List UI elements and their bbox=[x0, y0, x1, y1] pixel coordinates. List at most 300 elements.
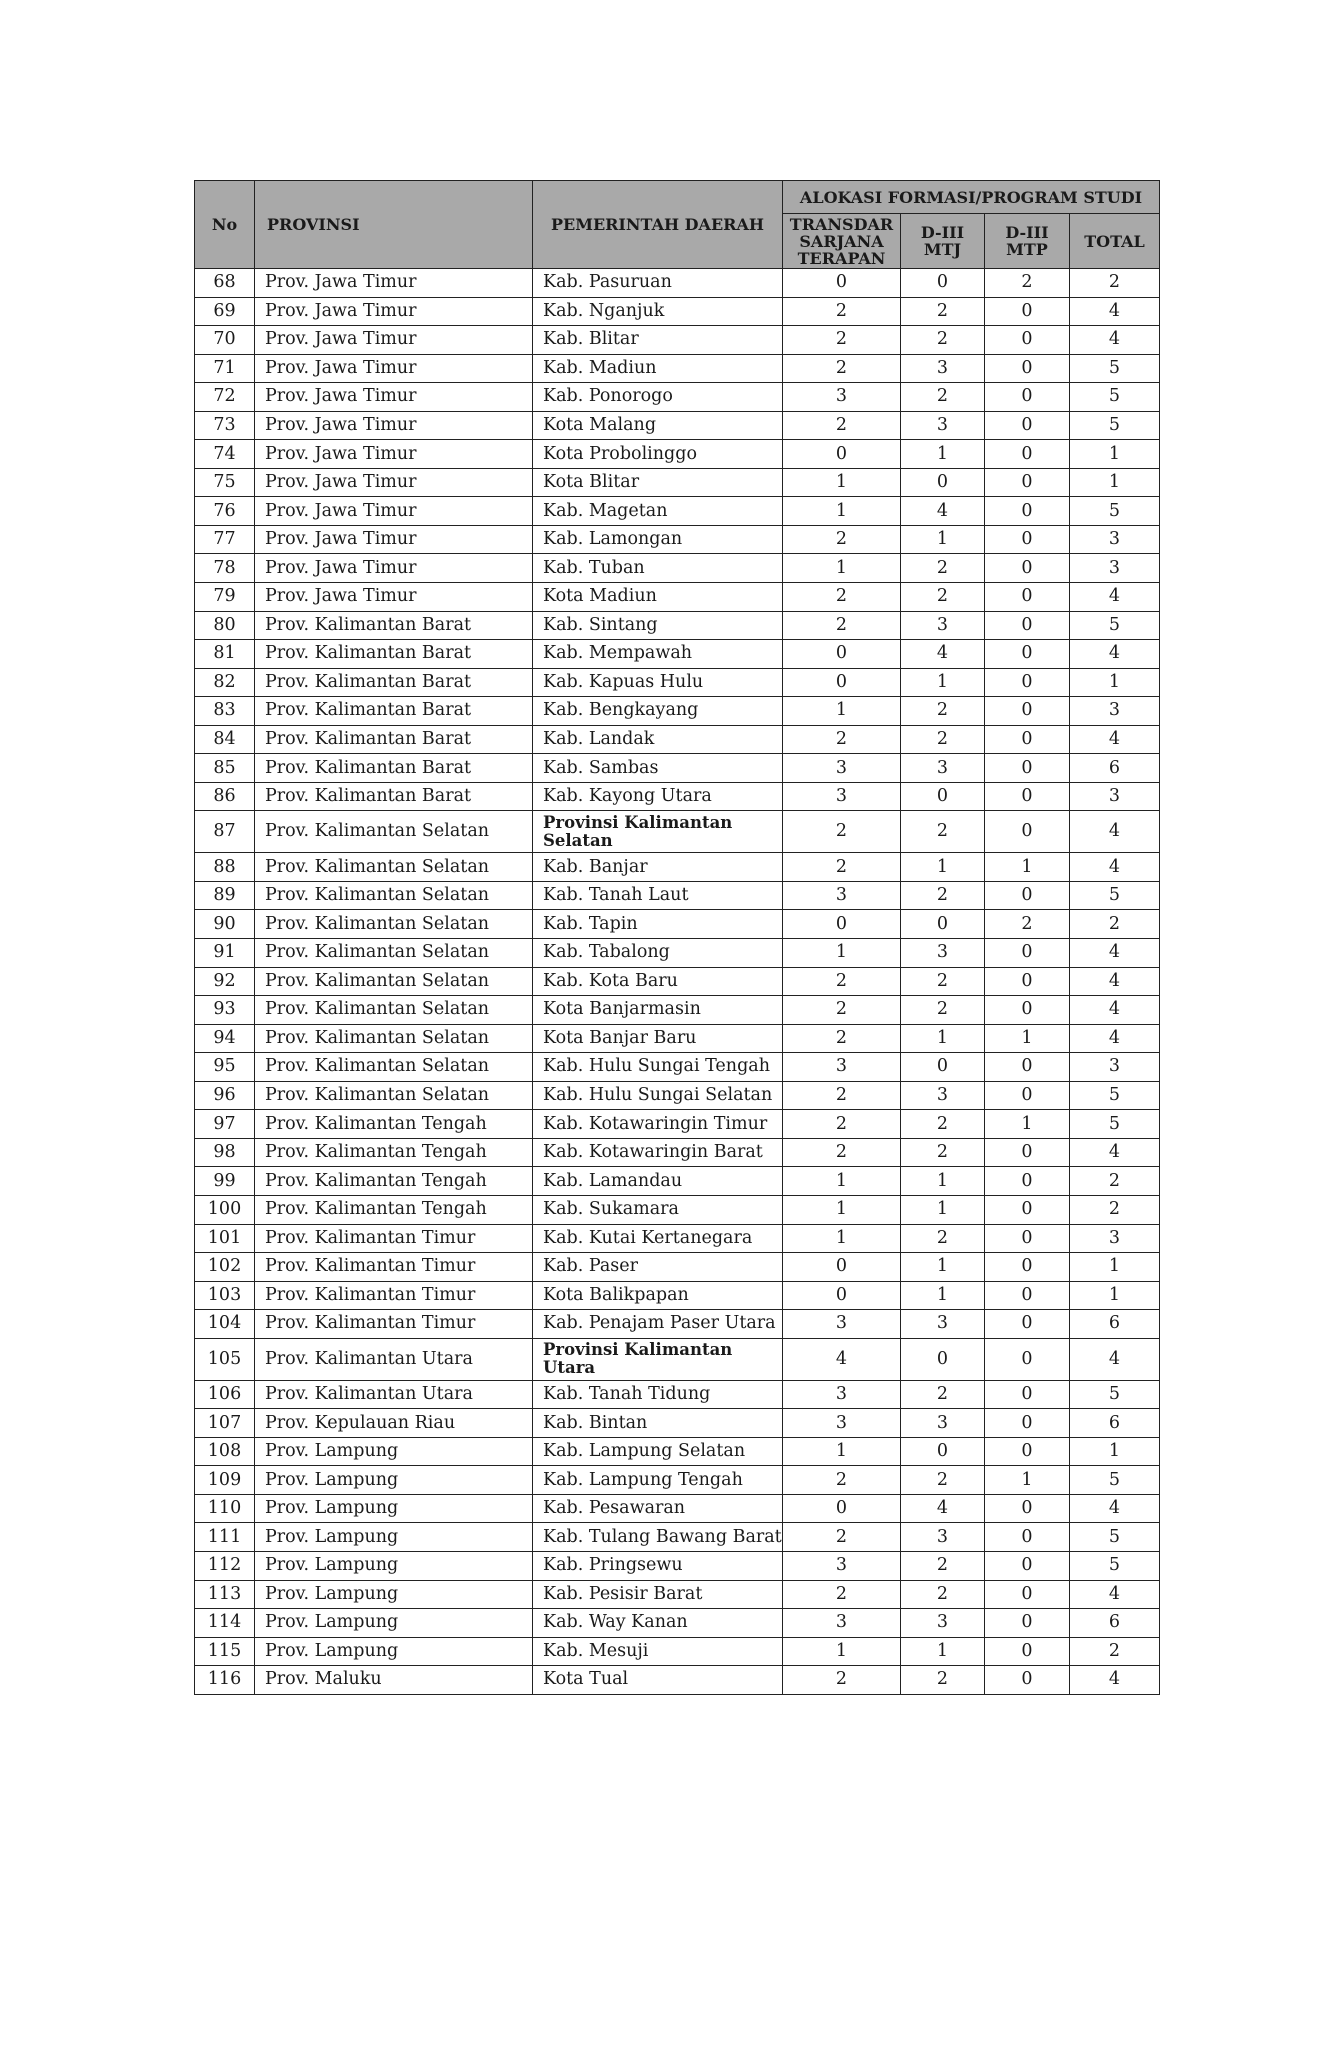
row-transdar-cell: 0 bbox=[783, 640, 901, 669]
row-mtj-cell: 1 bbox=[901, 1195, 985, 1224]
row-mtj-cell: 2 bbox=[901, 1580, 985, 1609]
allocation-table bbox=[194, 180, 1160, 1695]
row-mtj-cell: 3 bbox=[901, 411, 985, 440]
row-transdar-cell: 2 bbox=[783, 1024, 901, 1053]
table-row bbox=[195, 1380, 1160, 1409]
row-mtp-cell: 0 bbox=[985, 668, 1070, 697]
row-mtp-cell: 0 bbox=[985, 725, 1070, 754]
row-mtp-cell: 0 bbox=[985, 939, 1070, 968]
row-transdar-cell: 1 bbox=[783, 697, 901, 726]
row-transdar-cell: 2 bbox=[783, 1110, 901, 1139]
row-total-cell: 5 bbox=[1070, 1466, 1160, 1495]
row-total-cell: 5 bbox=[1070, 411, 1160, 440]
row-provinsi-cell: Prov. Jawa Timur bbox=[255, 497, 533, 526]
row-total-cell: 3 bbox=[1070, 782, 1160, 811]
row-mtj-cell: 2 bbox=[901, 1551, 985, 1580]
row-provinsi-cell: Prov. Kalimantan Selatan bbox=[255, 1081, 533, 1110]
row-transdar-cell: 1 bbox=[783, 554, 901, 583]
row-mtp-cell: 0 bbox=[985, 697, 1070, 726]
row-provinsi-cell: Prov. Kalimantan Timur bbox=[255, 1281, 533, 1310]
row-provinsi-cell: Prov. Jawa Timur bbox=[255, 440, 533, 469]
row-pemda-cell: Provinsi Kalimantan Utara bbox=[533, 1338, 783, 1380]
row-total-cell: 2 bbox=[1070, 1167, 1160, 1196]
row-pemda-cell: Kota Malang bbox=[533, 411, 783, 440]
row-provinsi-cell: Prov. Jawa Timur bbox=[255, 354, 533, 383]
row-mtj-cell: 1 bbox=[901, 1281, 985, 1310]
table-row bbox=[195, 1551, 1160, 1580]
row-mtp-cell: 0 bbox=[985, 996, 1070, 1025]
row-mtj-cell: 1 bbox=[901, 668, 985, 697]
row-mtj-cell: 3 bbox=[901, 939, 985, 968]
row-pemda-cell: Kab. Paser bbox=[533, 1253, 783, 1282]
row-no-cell: 80 bbox=[195, 611, 255, 640]
row-provinsi-cell: Prov. Jawa Timur bbox=[255, 554, 533, 583]
row-mtj-cell: 1 bbox=[901, 440, 985, 469]
row-no-cell: 72 bbox=[195, 383, 255, 412]
row-provinsi-cell: Prov. Lampung bbox=[255, 1609, 533, 1638]
row-transdar-cell: 2 bbox=[783, 411, 901, 440]
row-total-cell: 2 bbox=[1070, 1195, 1160, 1224]
row-provinsi-cell: Prov. Maluku bbox=[255, 1666, 533, 1695]
row-mtj-cell: 2 bbox=[901, 1466, 985, 1495]
row-transdar-cell: 3 bbox=[783, 881, 901, 910]
row-no-cell: 94 bbox=[195, 1024, 255, 1053]
row-mtj-cell: 2 bbox=[901, 383, 985, 412]
table-row bbox=[195, 1437, 1160, 1466]
row-total-cell: 1 bbox=[1070, 1281, 1160, 1310]
row-mtj-cell: 2 bbox=[901, 967, 985, 996]
table-row bbox=[195, 1253, 1160, 1282]
row-provinsi-cell: Prov. Kepulauan Riau bbox=[255, 1409, 533, 1438]
row-no-cell: 101 bbox=[195, 1224, 255, 1253]
row-transdar-cell: 2 bbox=[783, 611, 901, 640]
row-pemda-cell: Kab. Kotawaringin Barat bbox=[533, 1138, 783, 1167]
row-pemda-cell: Kab. Pringsewu bbox=[533, 1551, 783, 1580]
row-no-cell: 68 bbox=[195, 269, 255, 298]
row-transdar-cell: 2 bbox=[783, 326, 901, 355]
row-mtp-cell: 1 bbox=[985, 1110, 1070, 1139]
row-total-cell: 4 bbox=[1070, 1580, 1160, 1609]
row-mtj-cell: 1 bbox=[901, 1167, 985, 1196]
row-mtp-cell: 0 bbox=[985, 1338, 1070, 1380]
row-pemda-cell: Kab. Pesawaran bbox=[533, 1494, 783, 1523]
row-mtj-cell: 2 bbox=[901, 554, 985, 583]
row-provinsi-cell: Prov. Kalimantan Selatan bbox=[255, 939, 533, 968]
row-transdar-cell: 2 bbox=[783, 583, 901, 612]
row-provinsi-cell: Prov. Kalimantan Selatan bbox=[255, 996, 533, 1025]
row-no-cell: 91 bbox=[195, 939, 255, 968]
row-total-cell: 3 bbox=[1070, 525, 1160, 554]
row-transdar-cell: 1 bbox=[783, 1437, 901, 1466]
row-mtp-cell: 0 bbox=[985, 967, 1070, 996]
row-transdar-cell: 1 bbox=[783, 1224, 901, 1253]
table-row bbox=[195, 411, 1160, 440]
row-provinsi-cell: Prov. Kalimantan Selatan bbox=[255, 881, 533, 910]
row-pemda-cell: Kab. Hulu Sungai Tengah bbox=[533, 1053, 783, 1082]
row-transdar-cell: 2 bbox=[783, 996, 901, 1025]
row-transdar-cell: 2 bbox=[783, 1580, 901, 1609]
row-pemda-cell: Kab. Bengkayang bbox=[533, 697, 783, 726]
row-mtp-cell: 0 bbox=[985, 1224, 1070, 1253]
row-no-cell: 107 bbox=[195, 1409, 255, 1438]
row-pemda-cell: Provinsi Kalimantan Selatan bbox=[533, 811, 783, 853]
row-total-cell: 1 bbox=[1070, 440, 1160, 469]
row-mtj-cell: 3 bbox=[901, 611, 985, 640]
row-provinsi-cell: Prov. Kalimantan Selatan bbox=[255, 811, 533, 853]
row-mtp-cell: 0 bbox=[985, 468, 1070, 497]
table-row bbox=[195, 525, 1160, 554]
row-pemda-cell: Kab. Magetan bbox=[533, 497, 783, 526]
row-transdar-cell: 0 bbox=[783, 1494, 901, 1523]
row-pemda-cell: Kab. Tapin bbox=[533, 910, 783, 939]
row-mtj-cell: 2 bbox=[901, 725, 985, 754]
row-pemda-cell: Kota Tual bbox=[533, 1666, 783, 1695]
row-no-cell: 111 bbox=[195, 1523, 255, 1552]
table-row bbox=[195, 1609, 1160, 1638]
table-row bbox=[195, 1224, 1160, 1253]
row-pemda-cell: Kab. Kapuas Hulu bbox=[533, 668, 783, 697]
row-pemda-cell: Kota Banjar Baru bbox=[533, 1024, 783, 1053]
table-row bbox=[195, 1637, 1160, 1666]
row-provinsi-cell: Prov. Kalimantan Timur bbox=[255, 1224, 533, 1253]
header-d3-mtj: D-III MTJ bbox=[901, 214, 985, 269]
row-no-cell: 70 bbox=[195, 326, 255, 355]
row-mtj-cell: 2 bbox=[901, 583, 985, 612]
row-transdar-cell: 3 bbox=[783, 1409, 901, 1438]
row-provinsi-cell: Prov. Lampung bbox=[255, 1494, 533, 1523]
row-no-cell: 97 bbox=[195, 1110, 255, 1139]
row-provinsi-cell: Prov. Kalimantan Selatan bbox=[255, 853, 533, 882]
row-pemda-cell: Kab. Mempawah bbox=[533, 640, 783, 669]
row-mtp-cell: 0 bbox=[985, 1551, 1070, 1580]
row-provinsi-cell: Prov. Kalimantan Barat bbox=[255, 611, 533, 640]
row-pemda-cell: Kab. Pasuruan bbox=[533, 269, 783, 298]
row-provinsi-cell: Prov. Kalimantan Tengah bbox=[255, 1138, 533, 1167]
row-mtj-cell: 4 bbox=[901, 1494, 985, 1523]
row-mtj-cell: 2 bbox=[901, 1666, 985, 1695]
table-row bbox=[195, 782, 1160, 811]
row-mtj-cell: 2 bbox=[901, 1224, 985, 1253]
row-provinsi-cell: Prov. Kalimantan Tengah bbox=[255, 1167, 533, 1196]
row-no-cell: 103 bbox=[195, 1281, 255, 1310]
row-total-cell: 4 bbox=[1070, 939, 1160, 968]
table-row bbox=[195, 910, 1160, 939]
row-mtj-cell: 1 bbox=[901, 1024, 985, 1053]
row-mtj-cell: 0 bbox=[901, 1338, 985, 1380]
row-no-cell: 84 bbox=[195, 725, 255, 754]
row-mtp-cell: 0 bbox=[985, 1494, 1070, 1523]
row-total-cell: 4 bbox=[1070, 1666, 1160, 1695]
row-pemda-cell: Kab. Kayong Utara bbox=[533, 782, 783, 811]
table-row bbox=[195, 1024, 1160, 1053]
table-row bbox=[195, 611, 1160, 640]
row-pemda-cell: Kab. Lamandau bbox=[533, 1167, 783, 1196]
row-no-cell: 87 bbox=[195, 811, 255, 853]
row-mtp-cell: 0 bbox=[985, 554, 1070, 583]
row-pemda-cell: Kab. Tanah Tidung bbox=[533, 1380, 783, 1409]
row-mtp-cell: 0 bbox=[985, 1437, 1070, 1466]
row-provinsi-cell: Prov. Lampung bbox=[255, 1637, 533, 1666]
row-transdar-cell: 1 bbox=[783, 1637, 901, 1666]
row-pemda-cell: Kab. Tuban bbox=[533, 554, 783, 583]
row-mtp-cell: 0 bbox=[985, 1637, 1070, 1666]
row-total-cell: 6 bbox=[1070, 1310, 1160, 1339]
row-pemda-cell: Kab. Tanah Laut bbox=[533, 881, 783, 910]
row-provinsi-cell: Prov. Jawa Timur bbox=[255, 525, 533, 554]
row-mtp-cell: 0 bbox=[985, 640, 1070, 669]
header-pemerintah-daerah: PEMERINTAH DAERAH bbox=[533, 181, 783, 269]
row-total-cell: 3 bbox=[1070, 1224, 1160, 1253]
row-transdar-cell: 3 bbox=[783, 383, 901, 412]
table-row bbox=[195, 354, 1160, 383]
row-transdar-cell: 3 bbox=[783, 1380, 901, 1409]
table-row bbox=[195, 1338, 1160, 1380]
row-mtp-cell: 0 bbox=[985, 1609, 1070, 1638]
row-total-cell: 4 bbox=[1070, 1338, 1160, 1380]
row-mtj-cell: 3 bbox=[901, 1409, 985, 1438]
row-transdar-cell: 2 bbox=[783, 1138, 901, 1167]
table-row bbox=[195, 811, 1160, 853]
row-mtp-cell: 0 bbox=[985, 497, 1070, 526]
row-no-cell: 100 bbox=[195, 1195, 255, 1224]
row-mtp-cell: 0 bbox=[985, 1167, 1070, 1196]
row-total-cell: 4 bbox=[1070, 1138, 1160, 1167]
table-row bbox=[195, 440, 1160, 469]
row-transdar-cell: 0 bbox=[783, 668, 901, 697]
row-mtp-cell: 0 bbox=[985, 1666, 1070, 1695]
row-mtj-cell: 0 bbox=[901, 782, 985, 811]
row-no-cell: 105 bbox=[195, 1338, 255, 1380]
row-mtj-cell: 0 bbox=[901, 910, 985, 939]
row-no-cell: 90 bbox=[195, 910, 255, 939]
row-total-cell: 4 bbox=[1070, 1024, 1160, 1053]
row-no-cell: 104 bbox=[195, 1310, 255, 1339]
row-mtj-cell: 1 bbox=[901, 1253, 985, 1282]
row-mtj-cell: 1 bbox=[901, 525, 985, 554]
row-mtj-cell: 4 bbox=[901, 497, 985, 526]
table-row bbox=[195, 468, 1160, 497]
table-row bbox=[195, 725, 1160, 754]
row-total-cell: 4 bbox=[1070, 1494, 1160, 1523]
row-mtj-cell: 2 bbox=[901, 811, 985, 853]
row-transdar-cell: 1 bbox=[783, 939, 901, 968]
table-row bbox=[195, 1409, 1160, 1438]
row-pemda-cell: Kab. Penajam Paser Utara bbox=[533, 1310, 783, 1339]
table-row bbox=[195, 1281, 1160, 1310]
row-mtj-cell: 2 bbox=[901, 326, 985, 355]
row-provinsi-cell: Prov. Lampung bbox=[255, 1466, 533, 1495]
row-no-cell: 86 bbox=[195, 782, 255, 811]
row-mtp-cell: 0 bbox=[985, 1138, 1070, 1167]
row-pemda-cell: Kab. Lampung Selatan bbox=[533, 1437, 783, 1466]
row-no-cell: 106 bbox=[195, 1380, 255, 1409]
row-total-cell: 3 bbox=[1070, 554, 1160, 583]
row-mtp-cell: 0 bbox=[985, 1195, 1070, 1224]
row-mtp-cell: 0 bbox=[985, 1310, 1070, 1339]
row-pemda-cell: Kota Madiun bbox=[533, 583, 783, 612]
table-row bbox=[195, 754, 1160, 783]
row-mtp-cell: 0 bbox=[985, 583, 1070, 612]
row-transdar-cell: 3 bbox=[783, 1310, 901, 1339]
header-transdar: TRANSDAR SARJANA TERAPAN bbox=[783, 214, 901, 269]
row-no-cell: 89 bbox=[195, 881, 255, 910]
table-row bbox=[195, 1666, 1160, 1695]
row-mtj-cell: 3 bbox=[901, 354, 985, 383]
header-alokasi-group: ALOKASI FORMASI/PROGRAM STUDI bbox=[783, 181, 1160, 214]
row-pemda-cell: Kab. Pesisir Barat bbox=[533, 1580, 783, 1609]
row-total-cell: 2 bbox=[1070, 910, 1160, 939]
row-no-cell: 110 bbox=[195, 1494, 255, 1523]
row-mtj-cell: 0 bbox=[901, 1437, 985, 1466]
row-mtj-cell: 2 bbox=[901, 1380, 985, 1409]
row-total-cell: 1 bbox=[1070, 468, 1160, 497]
header-total: TOTAL bbox=[1070, 214, 1160, 269]
row-transdar-cell: 1 bbox=[783, 1167, 901, 1196]
row-mtp-cell: 0 bbox=[985, 611, 1070, 640]
row-pemda-cell: Kab. Lamongan bbox=[533, 525, 783, 554]
row-total-cell: 5 bbox=[1070, 881, 1160, 910]
row-transdar-cell: 0 bbox=[783, 1281, 901, 1310]
table-row bbox=[195, 326, 1160, 355]
row-mtp-cell: 1 bbox=[985, 1466, 1070, 1495]
row-transdar-cell: 3 bbox=[783, 1551, 901, 1580]
row-total-cell: 4 bbox=[1070, 583, 1160, 612]
row-transdar-cell: 0 bbox=[783, 440, 901, 469]
row-pemda-cell: Kab. Mesuji bbox=[533, 1637, 783, 1666]
row-transdar-cell: 0 bbox=[783, 269, 901, 298]
row-no-cell: 88 bbox=[195, 853, 255, 882]
row-mtp-cell: 0 bbox=[985, 1253, 1070, 1282]
row-provinsi-cell: Prov. Kalimantan Selatan bbox=[255, 910, 533, 939]
row-total-cell: 2 bbox=[1070, 1637, 1160, 1666]
row-pemda-cell: Kab. Blitar bbox=[533, 326, 783, 355]
row-mtp-cell: 1 bbox=[985, 853, 1070, 882]
row-provinsi-cell: Prov. Kalimantan Selatan bbox=[255, 1053, 533, 1082]
row-provinsi-cell: Prov. Lampung bbox=[255, 1580, 533, 1609]
row-mtp-cell: 0 bbox=[985, 1380, 1070, 1409]
row-no-cell: 74 bbox=[195, 440, 255, 469]
table-row bbox=[195, 1138, 1160, 1167]
row-pemda-cell: Kab. Madiun bbox=[533, 354, 783, 383]
row-provinsi-cell: Prov. Jawa Timur bbox=[255, 326, 533, 355]
row-total-cell: 5 bbox=[1070, 383, 1160, 412]
table-row bbox=[195, 996, 1160, 1025]
row-pemda-cell: Kab. Nganjuk bbox=[533, 297, 783, 326]
row-no-cell: 116 bbox=[195, 1666, 255, 1695]
table-row bbox=[195, 1466, 1160, 1495]
row-mtj-cell: 2 bbox=[901, 1110, 985, 1139]
row-no-cell: 108 bbox=[195, 1437, 255, 1466]
row-no-cell: 109 bbox=[195, 1466, 255, 1495]
table-row bbox=[195, 1110, 1160, 1139]
row-total-cell: 1 bbox=[1070, 668, 1160, 697]
row-provinsi-cell: Prov. Kalimantan Tengah bbox=[255, 1195, 533, 1224]
row-no-cell: 93 bbox=[195, 996, 255, 1025]
row-pemda-cell: Kab. Tabalong bbox=[533, 939, 783, 968]
row-mtp-cell: 0 bbox=[985, 326, 1070, 355]
row-mtp-cell: 0 bbox=[985, 1523, 1070, 1552]
allocation-table-page bbox=[194, 180, 1159, 1695]
row-total-cell: 5 bbox=[1070, 1380, 1160, 1409]
row-mtp-cell: 0 bbox=[985, 1409, 1070, 1438]
table-header bbox=[195, 181, 1160, 269]
row-total-cell: 5 bbox=[1070, 497, 1160, 526]
row-pemda-cell: Kab. Sintang bbox=[533, 611, 783, 640]
row-transdar-cell: 2 bbox=[783, 811, 901, 853]
row-provinsi-cell: Prov. Kalimantan Barat bbox=[255, 640, 533, 669]
table-row bbox=[195, 1195, 1160, 1224]
row-provinsi-cell: Prov. Jawa Timur bbox=[255, 583, 533, 612]
table-row bbox=[195, 1167, 1160, 1196]
row-transdar-cell: 3 bbox=[783, 754, 901, 783]
row-transdar-cell: 2 bbox=[783, 1081, 901, 1110]
row-pemda-cell: Kab. Way Kanan bbox=[533, 1609, 783, 1638]
row-mtp-cell: 0 bbox=[985, 411, 1070, 440]
row-transdar-cell: 2 bbox=[783, 853, 901, 882]
row-no-cell: 115 bbox=[195, 1637, 255, 1666]
row-transdar-cell: 2 bbox=[783, 725, 901, 754]
row-pemda-cell: Kota Balikpapan bbox=[533, 1281, 783, 1310]
row-mtp-cell: 0 bbox=[985, 1281, 1070, 1310]
header-no: No bbox=[195, 181, 255, 269]
row-total-cell: 1 bbox=[1070, 1253, 1160, 1282]
row-mtp-cell: 0 bbox=[985, 297, 1070, 326]
row-provinsi-cell: Prov. Kalimantan Barat bbox=[255, 754, 533, 783]
row-no-cell: 95 bbox=[195, 1053, 255, 1082]
row-mtp-cell: 0 bbox=[985, 881, 1070, 910]
row-total-cell: 1 bbox=[1070, 1437, 1160, 1466]
row-no-cell: 81 bbox=[195, 640, 255, 669]
row-no-cell: 82 bbox=[195, 668, 255, 697]
row-mtp-cell: 0 bbox=[985, 1081, 1070, 1110]
row-provinsi-cell: Prov. Lampung bbox=[255, 1523, 533, 1552]
row-mtj-cell: 0 bbox=[901, 1053, 985, 1082]
row-total-cell: 3 bbox=[1070, 697, 1160, 726]
row-provinsi-cell: Prov. Kalimantan Timur bbox=[255, 1310, 533, 1339]
row-no-cell: 98 bbox=[195, 1138, 255, 1167]
row-provinsi-cell: Prov. Kalimantan Barat bbox=[255, 668, 533, 697]
row-provinsi-cell: Prov. Kalimantan Tengah bbox=[255, 1110, 533, 1139]
row-transdar-cell: 3 bbox=[783, 782, 901, 811]
row-total-cell: 5 bbox=[1070, 354, 1160, 383]
row-mtj-cell: 3 bbox=[901, 754, 985, 783]
row-provinsi-cell: Prov. Jawa Timur bbox=[255, 411, 533, 440]
row-provinsi-cell: Prov. Kalimantan Barat bbox=[255, 725, 533, 754]
table-row bbox=[195, 853, 1160, 882]
row-transdar-cell: 2 bbox=[783, 1466, 901, 1495]
table-row bbox=[195, 554, 1160, 583]
row-pemda-cell: Kab. Kutai Kertanegara bbox=[533, 1224, 783, 1253]
row-mtp-cell: 2 bbox=[985, 910, 1070, 939]
row-provinsi-cell: Prov. Jawa Timur bbox=[255, 468, 533, 497]
row-mtj-cell: 2 bbox=[901, 881, 985, 910]
row-pemda-cell: Kab. Hulu Sungai Selatan bbox=[533, 1081, 783, 1110]
table-row bbox=[195, 1310, 1160, 1339]
row-total-cell: 4 bbox=[1070, 297, 1160, 326]
row-total-cell: 6 bbox=[1070, 754, 1160, 783]
row-total-cell: 6 bbox=[1070, 1609, 1160, 1638]
row-transdar-cell: 2 bbox=[783, 967, 901, 996]
row-pemda-cell: Kab. Lampung Tengah bbox=[533, 1466, 783, 1495]
row-provinsi-cell: Prov. Kalimantan Selatan bbox=[255, 967, 533, 996]
row-provinsi-cell: Prov. Kalimantan Utara bbox=[255, 1338, 533, 1380]
row-no-cell: 85 bbox=[195, 754, 255, 783]
table-row bbox=[195, 383, 1160, 412]
table-row bbox=[195, 269, 1160, 298]
row-no-cell: 114 bbox=[195, 1609, 255, 1638]
row-provinsi-cell: Prov. Lampung bbox=[255, 1551, 533, 1580]
row-transdar-cell: 0 bbox=[783, 910, 901, 939]
